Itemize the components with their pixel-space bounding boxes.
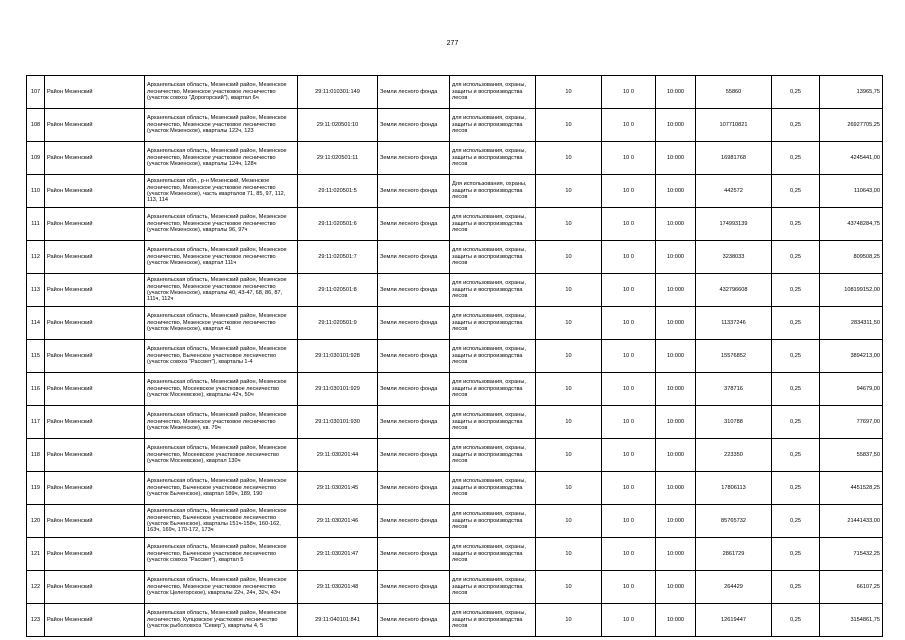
amount-cell: 2834311,50 [820,307,883,340]
cadastral-number-cell: 29:11:030201:46 [298,505,378,538]
rate-cell: 0,25 [772,175,820,208]
area-cell: 310788 [696,406,772,439]
permitted-use-cell: Для использования, охраны, защиты и воспроизводства лесов [450,175,536,208]
amount-cell: 110643,00 [820,175,883,208]
table-row [27,274,883,307]
permitted-use-cell: для использования, охраны, защиты и воспроизводства лесов [450,472,536,505]
value-1-cell: 10 [536,208,602,241]
table-row [27,439,883,472]
permitted-use-cell: для использования, охраны, защиты и воспроизводства лесов [450,505,536,538]
value-3-cell: 10:000 [656,604,696,637]
land-category-cell: Земли лесного фонда [378,76,450,109]
value-1-cell: 10 [536,604,602,637]
value-3-cell: 10:000 [656,439,696,472]
address-cell: Архангельская область, Мезенский район, Мезенское лесничество, Быченское участковое лесничество (участок совхоз "Рассвет"), кварталы 1-4 [145,340,298,373]
district-cell: Район Мезенский [45,307,145,340]
table-row [27,142,883,175]
permitted-use-cell: для использования, охраны, защиты и воспроизводства лесов [450,340,536,373]
permitted-use-cell: для использования, охраны, защиты и воспроизводства лесов [450,241,536,274]
cadastral-number-cell: 29:11:030201:47 [298,538,378,571]
table-row [27,505,883,538]
value-2-cell: 10 0 [602,571,656,604]
value-1-cell: 10 [536,175,602,208]
value-2-cell: 10 0 [602,76,656,109]
land-category-cell: Земли лесного фонда [378,109,450,142]
area-cell: 2861729 [696,538,772,571]
value-2-cell: 10 0 [602,538,656,571]
rate-cell: 0,25 [772,340,820,373]
value-2-cell: 10 0 [602,109,656,142]
address-cell: Архангельская область, Мезенский район, Мезенское лесничество, Мосеевское участковое лесничество (участок Мосеевское), кварталы 42ч, 50ч [145,373,298,406]
district-cell: Район Мезенский [45,109,145,142]
table-row [27,109,883,142]
page-number: 277 [446,40,459,47]
address-cell: Архангельская область, Мезенский район, Мезенское лесничество, Мезенское участковое лесничество (участок Целегорское), кварталы 22ч, 24ч, 32ч, 43ч [145,571,298,604]
table-row [27,208,883,241]
amount-cell: 715432,25 [820,538,883,571]
area-cell: 15576852 [696,340,772,373]
cadastral-number-cell: 29:11:020501:7 [298,241,378,274]
row-number: 113 [27,274,45,307]
value-2-cell: 10 0 [602,472,656,505]
value-1-cell: 10 [536,571,602,604]
district-cell: Район Мезенский [45,274,145,307]
address-cell: Архангельская область, Мезенский район, Мезенское лесничество, Мезенское участковое лесничество (участок Мезенское), кварталы 96, 97ч [145,208,298,241]
cadastral-number-cell: 29:11:040101:841 [298,604,378,637]
amount-cell: 66107,25 [820,571,883,604]
value-1-cell: 10 [536,340,602,373]
area-cell: 16981768 [696,142,772,175]
value-2-cell: 10 0 [602,274,656,307]
value-2-cell: 10 0 [602,208,656,241]
cadastral-number-cell: 29:11:020501:11 [298,142,378,175]
district-cell: Район Мезенский [45,76,145,109]
value-3-cell: 10:000 [656,274,696,307]
cadastral-number-cell: 29:11:030101:928 [298,340,378,373]
amount-cell: 13965,75 [820,76,883,109]
land-category-cell: Земли лесного фонда [378,538,450,571]
permitted-use-cell: для использования, охраны, защиты и воспроизводства лесов [450,604,536,637]
land-category-cell: Земли лесного фонда [378,175,450,208]
permitted-use-cell: для использования, охраны, защиты и воспроизводства лесов [450,439,536,472]
value-1-cell: 10 [536,373,602,406]
land-category-cell: Земли лесного фонда [378,274,450,307]
value-2-cell: 10 0 [602,241,656,274]
land-category-cell: Земли лесного фонда [378,340,450,373]
land-category-cell: Земли лесного фонда [378,571,450,604]
district-cell: Район Мезенский [45,208,145,241]
table-row [27,76,883,109]
area-cell: 3238033 [696,241,772,274]
row-number: 111 [27,208,45,241]
cadastral-number-cell: 29:11:030101:929 [298,373,378,406]
area-cell: 55860 [696,76,772,109]
land-category-cell: Земли лесного фонда [378,472,450,505]
value-3-cell: 10:000 [656,241,696,274]
value-3-cell: 10:000 [656,76,696,109]
cadastral-number-cell: 29:11:020501:9 [298,307,378,340]
rate-cell: 0,25 [772,571,820,604]
row-number: 119 [27,472,45,505]
land-category-cell: Земли лесного фонда [378,604,450,637]
address-cell: Архангельская область, Мезенский район, Мезенское лесничество, Быченское участковое лесничество (участок Быченское), квартал 189ч, 189, 190 [145,472,298,505]
district-cell: Район Мезенский [45,241,145,274]
row-number: 115 [27,340,45,373]
district-cell: Район Мезенский [45,571,145,604]
value-1-cell: 10 [536,439,602,472]
rate-cell: 0,25 [772,109,820,142]
amount-cell: 55837,50 [820,439,883,472]
land-category-cell: Земли лесного фонда [378,208,450,241]
value-2-cell: 10 0 [602,604,656,637]
permitted-use-cell: для использования, охраны, защиты и воспроизводства лесов [450,208,536,241]
amount-cell: 94679,00 [820,373,883,406]
address-cell: Архангельская область, Мезенский район, Мезенское лесничество, Быченское участковое лесничество (участок Быченское), кварталы 151ч-158ч, 160-162, 163ч, 169ч, 170-172, 173ч [145,505,298,538]
district-cell: Район Мезенский [45,439,145,472]
value-2-cell: 10 0 [602,340,656,373]
land-category-cell: Земли лесного фонда [378,373,450,406]
value-2-cell: 10 0 [602,505,656,538]
amount-cell: 21441433,00 [820,505,883,538]
permitted-use-cell: для использования, охраны, защиты и воспроизводства лесов [450,109,536,142]
rate-cell: 0,25 [772,307,820,340]
amount-cell: 26927705,25 [820,109,883,142]
rate-cell: 0,25 [772,142,820,175]
value-1-cell: 10 [536,406,602,439]
district-cell: Район Мезенский [45,505,145,538]
area-cell: 264429 [696,571,772,604]
permitted-use-cell: для использования, охраны, защиты и воспроизводства лесов [450,406,536,439]
value-1-cell: 10 [536,109,602,142]
cadastral-number-cell: 29:11:010301:149 [298,76,378,109]
table-row [27,241,883,274]
table-row [27,307,883,340]
amount-cell: 3154861,75 [820,604,883,637]
table-row [27,406,883,439]
value-3-cell: 10:000 [656,538,696,571]
address-cell: Архангельская область, Мезенский район, Мезенское лесничество, Мезенское участковое лесничество (участок Мезенское), квартал 41 [145,307,298,340]
row-number: 110 [27,175,45,208]
rate-cell: 0,25 [772,538,820,571]
land-category-cell: Земли лесного фонда [378,142,450,175]
amount-cell: 4451528,25 [820,472,883,505]
cadastral-number-cell: 29:11:020501:6 [298,208,378,241]
area-cell: 442572 [696,175,772,208]
value-1-cell: 10 [536,472,602,505]
table-row [27,175,883,208]
land-plots-table [26,75,883,637]
rate-cell: 0,25 [772,406,820,439]
cadastral-number-cell: 29:11:020501:8 [298,274,378,307]
value-2-cell: 10 0 [602,439,656,472]
rate-cell: 0,25 [772,373,820,406]
table-row [27,571,883,604]
permitted-use-cell: для использования, охраны, защиты и воспроизводства лесов [450,76,536,109]
rate-cell: 0,25 [772,76,820,109]
value-1-cell: 10 [536,142,602,175]
permitted-use-cell: для использования, охраны, защиты и воспроизводства лесов [450,571,536,604]
address-cell: Архангельская область, Мезенский район, Мезенское лесничество, Мезенское участковое лесничество (участок Мезенское), квартал 111ч [145,241,298,274]
rate-cell: 0,25 [772,505,820,538]
value-2-cell: 10 0 [602,406,656,439]
value-1-cell: 10 [536,538,602,571]
value-3-cell: 10:000 [656,406,696,439]
land-category-cell: Земли лесного фонда [378,241,450,274]
value-3-cell: 10:000 [656,505,696,538]
value-3-cell: 10:000 [656,472,696,505]
table-row [27,604,883,637]
rate-cell: 0,25 [772,241,820,274]
district-cell: Район Мезенский [45,175,145,208]
district-cell: Район Мезенский [45,340,145,373]
area-cell: 17806113 [696,472,772,505]
district-cell: Район Мезенский [45,604,145,637]
rate-cell: 0,25 [772,274,820,307]
row-number: 112 [27,241,45,274]
area-cell: 107710821 [696,109,772,142]
value-1-cell: 10 [536,76,602,109]
row-number: 120 [27,505,45,538]
permitted-use-cell: для использования, охраны, защиты и воспроизводства лесов [450,274,536,307]
area-cell: 12619447 [696,604,772,637]
permitted-use-cell: для использования, охраны, защиты и воспроизводства лесов [450,142,536,175]
table-row [27,538,883,571]
value-2-cell: 10 0 [602,307,656,340]
area-cell: 223350 [696,439,772,472]
value-3-cell: 10:000 [656,109,696,142]
value-3-cell: 10:000 [656,373,696,406]
value-3-cell: 10:000 [656,175,696,208]
row-number: 123 [27,604,45,637]
area-cell: 174993139 [696,208,772,241]
row-number: 118 [27,439,45,472]
value-3-cell: 10:000 [656,571,696,604]
rate-cell: 0,25 [772,604,820,637]
cadastral-number-cell: 29:11:030101:930 [298,406,378,439]
value-2-cell: 10 0 [602,142,656,175]
amount-cell: 809508,25 [820,241,883,274]
cadastral-number-cell: 29:11:030201:48 [298,571,378,604]
permitted-use-cell: для использования, охраны, защиты и воспроизводства лесов [450,307,536,340]
value-1-cell: 10 [536,505,602,538]
row-number: 109 [27,142,45,175]
table-row [27,373,883,406]
value-3-cell: 10:000 [656,208,696,241]
address-cell: Архангельская область, Мезенский район, Мезенское лесничество, Мезенское участковое лесничество (участок Мезенское), кварталы 122ч, 123 [145,109,298,142]
row-number: 116 [27,373,45,406]
area-cell: 85765732 [696,505,772,538]
rate-cell: 0,25 [772,439,820,472]
value-2-cell: 10 0 [602,373,656,406]
land-category-cell: Земли лесного фонда [378,439,450,472]
amount-cell: 3894213,00 [820,340,883,373]
address-cell: Архангельская область, Мезенский район, Мезенское лесничество, Мезенское участковое лесничество (участок Мезенское), кварталы 124ч, 128ч [145,142,298,175]
address-cell: Архангельская область, Мезенский район, Мезенское лесничество, Мосеевское участковое лесничество (участок Мосеевское), квартал 130ч [145,439,298,472]
row-number: 107 [27,76,45,109]
amount-cell: 108199152,00 [820,274,883,307]
row-number: 108 [27,109,45,142]
value-3-cell: 10:000 [656,142,696,175]
address-cell: Архангельская область, Мезенский район, Мезенское лесничество, Купцовское участковое лесничество (участок рыболовхоз "Север"), кварталы 4, 5 [145,604,298,637]
cadastral-number-cell: 29:11:030201:45 [298,472,378,505]
area-cell: 378716 [696,373,772,406]
amount-cell: 4245441,00 [820,142,883,175]
amount-cell: 77697,00 [820,406,883,439]
land-category-cell: Земли лесного фонда [378,307,450,340]
district-cell: Район Мезенский [45,406,145,439]
area-cell: 432796608 [696,274,772,307]
value-3-cell: 10:000 [656,340,696,373]
district-cell: Район Мезенский [45,142,145,175]
area-cell: 11337246 [696,307,772,340]
cadastral-number-cell: 29:11:020501:10 [298,109,378,142]
land-category-cell: Земли лесного фонда [378,505,450,538]
district-cell: Район Мезенский [45,538,145,571]
district-cell: Район Мезенский [45,373,145,406]
row-number: 122 [27,571,45,604]
value-2-cell: 10 0 [602,175,656,208]
table-row [27,340,883,373]
row-number: 117 [27,406,45,439]
cadastral-number-cell: 29:11:020501:5 [298,175,378,208]
rate-cell: 0,25 [772,208,820,241]
rate-cell: 0,25 [772,472,820,505]
permitted-use-cell: для использования, охраны, защиты и воспроизводства лесов [450,538,536,571]
address-cell: Архангельская область, Мезенский район, Мезенское лесничество, Мезенское участковое лесничество (участок Мезенское), кварталы 40, 43-47, 68, 86, 87, 111ч, 112ч [145,274,298,307]
value-3-cell: 10:000 [656,307,696,340]
address-cell: Архангельская область, Мезенский район, Мезенское лесничество, Быченское участковое лесничество (участок совхоз "Рассвет"), квартал 5 [145,538,298,571]
address-cell: Архангельская обл., р-н Мезенский, Мезенское лесничество, Мезенское участковое лесничество (участок Мезенское), часть кварталов 71, 85, 97, 112, 113, 114 [145,175,298,208]
land-category-cell: Земли лесного фонда [378,406,450,439]
permitted-use-cell: для использования, охраны, защиты и воспроизводства лесов [450,373,536,406]
address-cell: Архангельская область, Мезенский район, Мезенское лесничество, Мезенское участковое лесничество (участок совхоз "Дорогорский"), квартал 6ч [145,76,298,109]
district-cell: Район Мезенский [45,472,145,505]
amount-cell: 43748284,75 [820,208,883,241]
cadastral-number-cell: 29:11:030201:44 [298,439,378,472]
value-1-cell: 10 [536,274,602,307]
row-number: 114 [27,307,45,340]
table-row [27,472,883,505]
row-number: 121 [27,538,45,571]
value-1-cell: 10 [536,241,602,274]
value-1-cell: 10 [536,307,602,340]
address-cell: Архангельская область, Мезенский район, Мезенское лесничество, Мезенское участковое лесничество (участок Мезенское), кв. 79ч [145,406,298,439]
